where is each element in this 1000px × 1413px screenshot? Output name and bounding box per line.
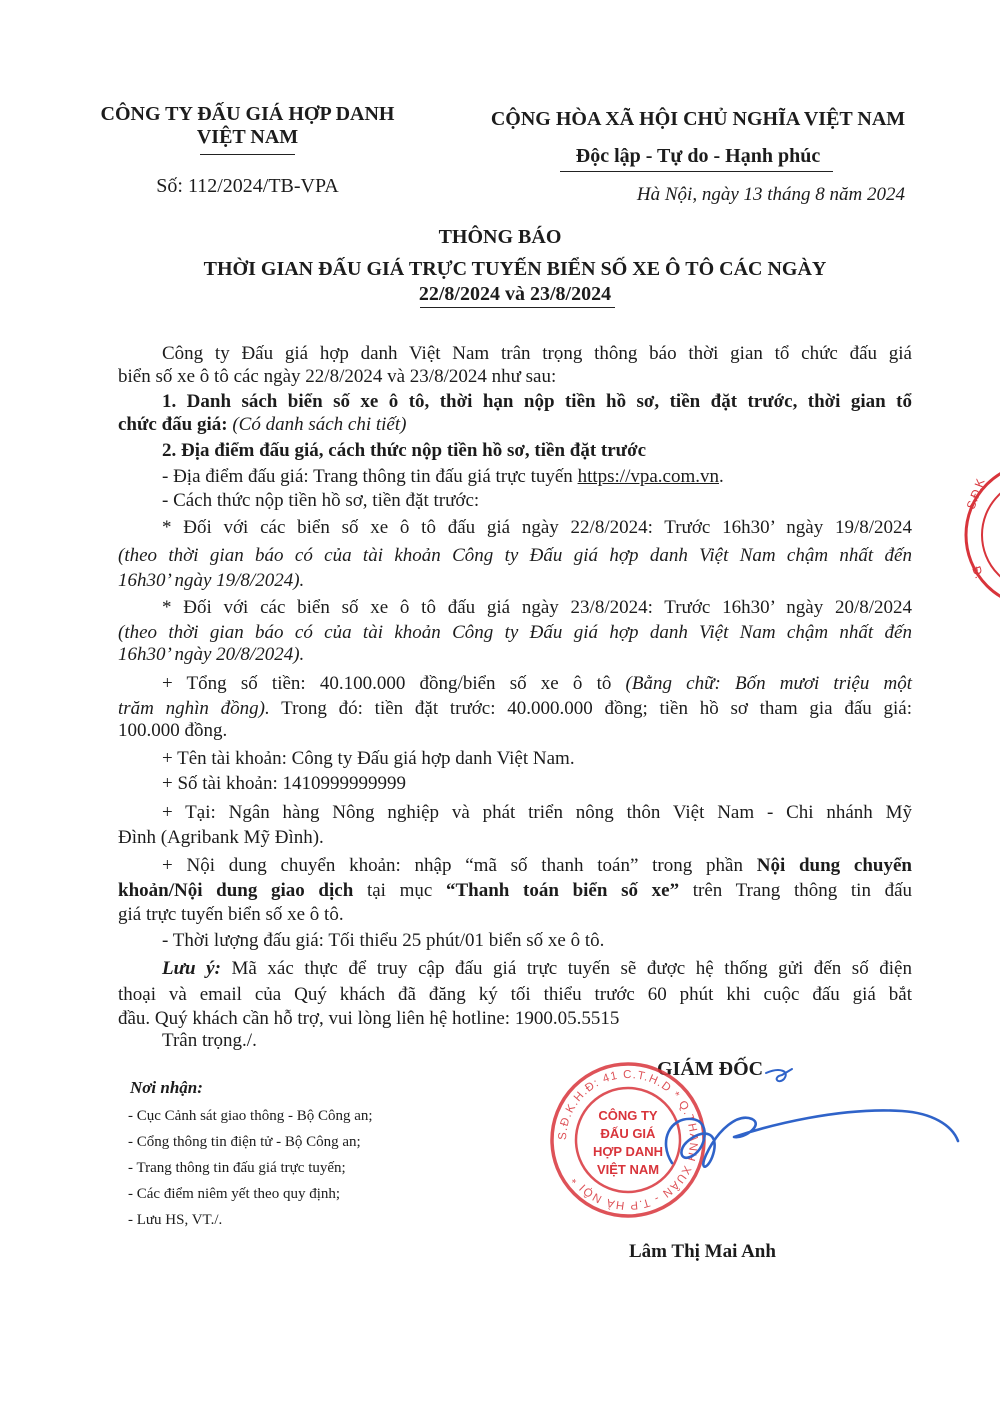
handwritten-signature <box>640 1055 970 1185</box>
total-amount-line2 <box>118 698 912 720</box>
payment-method: - Cách thức nộp tiền hồ sơ, tiền đặt trước: <box>162 490 480 511</box>
place-date: Hà Nội, ngày 13 tháng 8 năm 2024 <box>636 184 905 205</box>
stamp-center-line3: HỢP DANH <box>592 1144 664 1159</box>
note-line1 <box>118 958 912 980</box>
transfer-field-name: Nội dung chuyển <box>756 855 912 876</box>
notice-title: THÔNG BÁO <box>438 226 562 248</box>
recipient-item: - Các điểm niêm yết theo quy định; <box>128 1186 341 1202</box>
closing-text: Trân trọng./. <box>162 1030 257 1051</box>
notice-dates: 22/8/2024 và 23/8/2024 <box>418 283 612 305</box>
intro-line-2: biển số xe ô tô các ngày 22/8/2024 và 23/8/2024 như sau: <box>118 366 557 387</box>
company-name <box>85 103 410 149</box>
intro-line-1: Công ty Đấu giá hợp danh Việt Nam trân trọng thông báo thời gian tổ chức đấu giá <box>162 343 912 364</box>
auction-location <box>118 466 912 488</box>
bank-line2: Đình (Agribank Mỹ Đình). <box>118 827 324 848</box>
bank-line1: + Tại: Ngân hàng Nông nghiệp và phát triển nông thôn Việt Nam - Chi nhánh Mỹ <box>162 802 912 823</box>
director-title: GIÁM ĐỐC <box>657 1058 764 1080</box>
section2-heading: 2. Địa điểm đấu giá, cách thức nộp tiền hồ sơ, tiền đặt trước <box>162 440 647 461</box>
total-amount-words: (Bằng chữ: Bốn mươi triệu một <box>625 673 912 694</box>
stamp-ring-text: S.Đ.K.H.Đ: 41 C.T.H.D * Q.THANH XUÂN - T.P HÀ NỘI * <box>556 1068 700 1212</box>
recipient-item: - Cổng thông tin điện tử - Bộ Công an; <box>128 1134 361 1150</box>
note-text: Mã xác thực để truy cập đấu giá trực tuyến sẽ được hệ thống gửi đến số điện <box>231 958 912 979</box>
section1-line1: 1. Danh sách biển số xe ô tô, thời hạn nộp tiền hồ sơ, tiền đặt trước, thời gian tổ <box>162 391 912 412</box>
svg-text:Đ.: Đ. <box>969 564 987 581</box>
edge-stamp <box>960 450 1000 620</box>
motto: Độc lập - Tự do - Hạnh phúc <box>575 145 821 167</box>
auction-duration: - Thời lượng đấu giá: Tối thiểu 25 phút/01 biển số xe ô tô. <box>162 930 605 951</box>
deposit-breakdown: Trong đó: tiền đặt trước: 40.000.000 đồng; tiền hồ sơ tham gia đấu giá: <box>281 698 912 719</box>
note-line3: đầu. Quý khách cần hỗ trợ, vui lòng liên hệ hotline: 1900.05.5515 <box>118 1008 620 1029</box>
section1-detail-note: (Có danh sách chi tiết) <box>232 414 407 435</box>
company-name-line1: CÔNG TY ĐẤU GIÁ HỢP DANH <box>100 103 395 125</box>
payment-section-name: “Thanh toán biển số xe” <box>446 880 680 901</box>
deadline2-line3: 16h30’ ngày 20/8/2024). <box>118 644 305 665</box>
svg-text:S.Đ.K: S.Đ.K <box>963 476 988 512</box>
stamp-center-line1: CÔNG TY <box>598 1108 658 1123</box>
deadline1-line3: 16h30’ ngày 19/8/2024). <box>118 570 305 591</box>
total-amount-words-end: trăm nghìn đồng). <box>118 698 270 719</box>
transfer-on-page: trên Trang thông tin đấu <box>692 880 913 901</box>
director-name: Lâm Thị Mai Anh <box>629 1241 776 1262</box>
transfer-line3: giá trực tuyến biển số xe ô tô. <box>118 904 344 925</box>
document-number: Số: 112/2024/TB-VPA <box>156 175 339 197</box>
note-line2: thoại và email của Quý khách đã đăng ký tối thiểu trước 60 phút khi cuộc đấu giá bắt <box>118 984 912 1005</box>
deadline2-line1: * Đối với các biển số xe ô tô đấu giá ngày 23/8/2024: Trước 16h30’ ngày 20/8/2024 <box>162 597 912 618</box>
account-number: + Số tài khoản: 1410999999999 <box>162 773 406 794</box>
location-suffix: . <box>719 466 724 487</box>
motto-underline <box>560 171 833 172</box>
section1-label: chức đấu giá: <box>118 414 228 435</box>
note-label: Lưu ý: <box>162 958 221 979</box>
location-prefix: - Địa điểm đấu giá: Trang thông tin đấu giá trực tuyến <box>162 466 573 487</box>
section1-line2 <box>118 414 912 436</box>
transfer-line2 <box>118 880 912 902</box>
account-name: + Tên tài khoản: Công ty Đấu giá hợp danh Việt Nam. <box>162 748 575 769</box>
nation-title: CỘNG HÒA XÃ HỘI CHỦ NGHĨA VIỆT NAM <box>490 108 906 130</box>
recipients-heading: Nơi nhận: <box>130 1078 203 1097</box>
total-amount: + Tổng số tiền: 40.100.000 đồng/biển số xe ô tô <box>162 673 612 694</box>
notice-subtitle: THỜI GIAN ĐẤU GIÁ TRỰC TUYẾN BIỂN SỐ XE Ô TÔ CÁC NGÀY <box>203 258 827 280</box>
transfer-line1 <box>118 855 912 877</box>
deadline1-line2: (theo thời gian báo có của tài khoản Công ty Đấu giá hợp danh Việt Nam chậm nhất đến <box>118 545 912 566</box>
total-amount-line3: 100.000 đồng. <box>118 720 228 741</box>
recipient-item: - Lưu HS, VT./. <box>128 1212 223 1228</box>
recipient-item: - Cục Cảnh sát giao thông - Bộ Công an; <box>128 1108 373 1124</box>
company-name-line2: VIỆT NAM <box>196 126 299 148</box>
transfer-instruction: + Nội dung chuyển khoản: nhập “mã số thanh toán” trong phần <box>162 855 743 876</box>
deadline2-line2: (theo thời gian báo có của tài khoản Công ty Đấu giá hợp danh Việt Nam chậm nhất đến <box>118 622 912 643</box>
total-amount-line1 <box>118 673 912 695</box>
stamp-center-line4: VIỆT NAM <box>596 1162 660 1177</box>
transfer-field-name-cont: khoản/Nội dung giao dịch <box>118 880 354 901</box>
company-underline <box>200 154 295 155</box>
website-link[interactable]: https://vpa.com.vn <box>577 466 719 487</box>
title-underline <box>420 307 615 308</box>
transfer-at: tại mục <box>366 880 433 901</box>
stamp-center-line2: ĐẤU GIÁ <box>600 1126 656 1141</box>
deadline1-line1: * Đối với các biển số xe ô tô đấu giá ngày 22/8/2024: Trước 16h30’ ngày 19/8/2024 <box>162 517 912 538</box>
recipient-item: - Trang thông tin đấu giá trực tuyến; <box>128 1160 346 1176</box>
